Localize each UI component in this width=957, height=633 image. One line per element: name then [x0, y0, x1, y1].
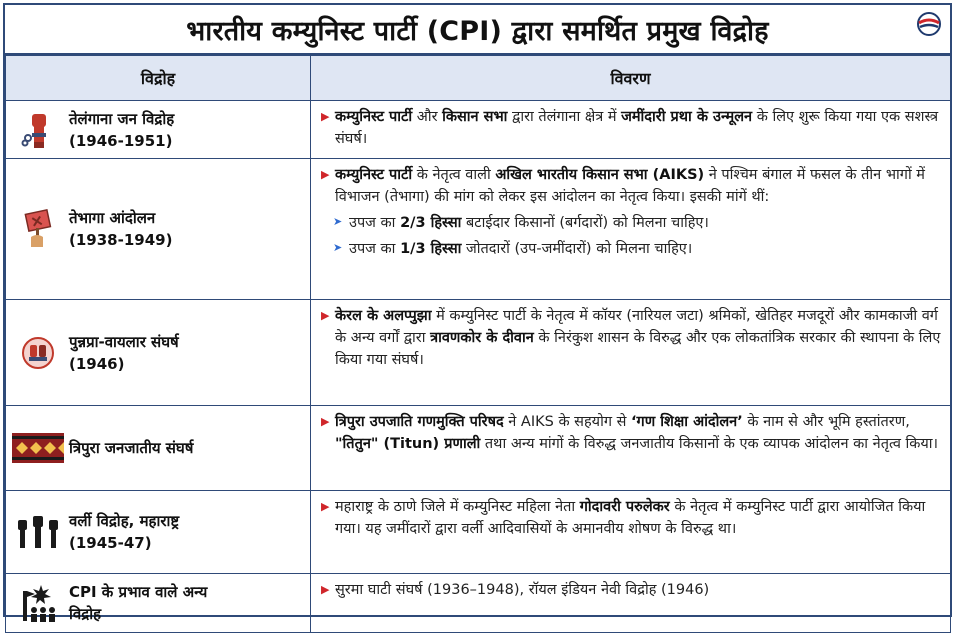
description-text: केरल के अलप्पुझा में कम्युनिस्ट पार्टी के नेतृत्व में कॉयर (नारियल जटा) श्रमिकों, खेतिहर मजदूरों और कामकाजी वर्ग के अन्य वर्गों द्वारा त्रावणकोर के दीवान के निरंकुश शासन के विरुद्ध और एक लोकतांत्रिक सरकार की स्थापना के लिए किया गया संघर्ष। — [335, 308, 941, 368]
sub-point: उपज का 1/3 हिस्सा जोतदारों (उप-जमींदारों) को मिलना चाहिए। — [349, 241, 693, 257]
table-row — [6, 406, 951, 491]
three-raised-fists-icon — [16, 514, 60, 550]
bullet-icon: ▶ — [321, 415, 330, 428]
uprising-name: वर्ली विद्रोह, महाराष्ट्र — [69, 512, 180, 530]
uprising-name-cont: विद्रोह — [69, 605, 102, 623]
sub-bullet-icon: ➤ — [333, 215, 343, 228]
brand-logo-icon — [916, 11, 942, 37]
bullet-icon: ▶ — [321, 110, 330, 123]
description-text: महाराष्ट्र के ठाणे जिले में कम्युनिस्ट महिला नेता गोदावरी परुलेकर के नेतृत्व में कम्युनिस्ट पार्टी द्वारा आयोजित किया गया। यह जमींदारों द्वारा वर्ली आदिवासियों के अमानवीय शोषण के विरुद्ध था। — [335, 499, 926, 537]
description-cell — [311, 101, 951, 159]
description-cell — [311, 491, 951, 574]
uprising-name: तेभागा आंदोलन — [69, 209, 156, 227]
header-description: विवरण — [311, 56, 951, 101]
uprising-name: CPI के प्रभाव वाले अन्य — [69, 583, 208, 601]
crowd-uprising-icon — [19, 583, 57, 623]
table-row — [6, 159, 951, 300]
protest-placard-icon — [21, 209, 55, 249]
description-cell — [311, 406, 951, 491]
header-uprising: विद्रोह — [6, 56, 311, 101]
table-row — [6, 491, 951, 574]
page-title: भारतीय कम्युनिस्ट पार्टी (CPI) द्वारा समर्थित प्रमुख विद्रोह — [186, 15, 769, 47]
uprisings-table — [5, 55, 951, 633]
bullet-icon: ▶ — [321, 168, 330, 181]
description-text: त्रिपुरा उपजाति गणमुक्ति परिषद ने AIKS के सहयोग से ‘गण शिक्षा आंदोलन’ के नाम से और भूमि हस्तांतरण, "तितुन" (Titun) प्रणाली तथा अन्य मांगों के विरुद्ध जनजातीय किसानों के एक व्यापक आंदोलन का नेतृत्व किया। — [335, 414, 939, 452]
description-cell — [311, 300, 951, 406]
bullet-icon: ▶ — [321, 500, 330, 513]
description-text: कम्युनिस्ट पार्टी और किसान सभा द्वारा तेलंगाना क्षेत्र में जमींदारी प्रथा के उन्मूलन के लिए शुरू किया गया एक सशस्त्र संघर्ष। — [335, 109, 939, 147]
uprising-name: पुन्नप्रा-वायलार संघर्ष — [69, 332, 179, 351]
uprising-period: (1945-47) — [69, 534, 152, 552]
description-cell — [311, 159, 951, 300]
title-bar — [5, 5, 950, 55]
sub-bullet-icon: ➤ — [333, 241, 343, 254]
raised-fist-broken-chain-icon — [21, 111, 55, 149]
uprising-period: (1946) — [69, 354, 125, 373]
page-frame — [3, 3, 952, 623]
bullet-icon: ▶ — [321, 309, 330, 322]
uprising-period: (1938-1949) — [69, 231, 173, 249]
bullet-icon: ▶ — [321, 583, 330, 596]
tribal-pattern-icon — [12, 433, 64, 463]
protest-fists-badge-icon — [20, 335, 56, 371]
table-header-row — [6, 56, 951, 101]
table-row — [6, 300, 951, 406]
description-text: कम्युनिस्ट पार्टी के नेतृत्व वाली अखिल भारतीय किसान सभा (AIKS) ने पश्चिम बंगाल में फसल के तीन भागों में विभाजन (तेभागा) की मांग को लेकर इस आंदोलन का नेतृत्व किया। इसकी मांगें थीं: — [335, 167, 925, 205]
table-row — [6, 101, 951, 159]
uprising-name: तेलंगाना जन विद्रोह — [69, 109, 175, 128]
uprising-period: (1946-1951) — [69, 131, 173, 150]
table-row — [6, 574, 951, 633]
description-cell — [311, 574, 951, 633]
description-text: सुरमा घाटी संघर्ष (1936–1948), रॉयल इंडियन नेवी विद्रोह (1946) — [335, 582, 710, 598]
uprising-name: त्रिपुरा जनजातीय संघर्ष — [69, 439, 194, 457]
sub-point: उपज का 2/3 हिस्सा बटाईदार किसानों (बर्गदारों) को मिलना चाहिए। — [349, 215, 709, 231]
